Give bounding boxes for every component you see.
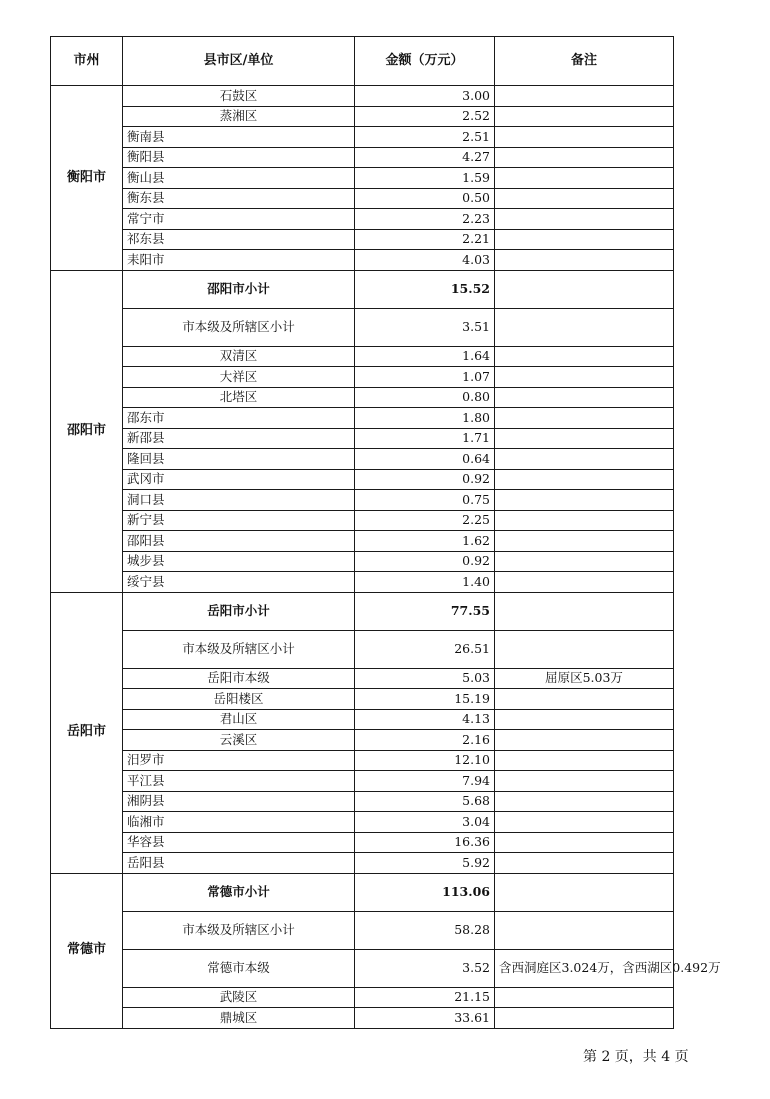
unit-cell: 市本级及所辖区小计 xyxy=(123,911,355,949)
amount-cell: 21.15 xyxy=(355,987,495,1008)
table-row xyxy=(51,730,674,751)
table-row xyxy=(51,490,674,511)
amount-cell: 3.51 xyxy=(355,308,495,346)
note-cell xyxy=(495,147,674,168)
table-row xyxy=(51,346,674,367)
table-row xyxy=(51,689,674,710)
amount-cell: 4.03 xyxy=(355,250,495,271)
unit-cell: 鼎城区 xyxy=(123,1008,355,1029)
note-cell xyxy=(495,592,674,630)
table-row xyxy=(51,229,674,250)
subtotal-amount: 77.55 xyxy=(355,592,495,630)
header-unit: 县市区/单位 xyxy=(123,37,355,86)
note-cell xyxy=(495,106,674,127)
unit-cell: 华容县 xyxy=(123,832,355,853)
table-row xyxy=(51,949,674,987)
city-cell: 岳阳市 xyxy=(51,592,123,873)
note-cell xyxy=(495,1008,674,1029)
note-cell xyxy=(495,346,674,367)
table-row xyxy=(51,551,674,572)
table-row xyxy=(51,408,674,429)
table-row xyxy=(51,127,674,148)
table-row xyxy=(51,387,674,408)
table-row xyxy=(51,592,674,630)
amount-cell: 4.27 xyxy=(355,147,495,168)
subtotal-label: 岳阳市小计 xyxy=(123,592,355,630)
unit-cell: 云溪区 xyxy=(123,730,355,751)
table-row xyxy=(51,86,674,107)
table-row xyxy=(51,987,674,1008)
note-cell xyxy=(495,510,674,531)
amount-cell: 0.50 xyxy=(355,188,495,209)
unit-cell: 双清区 xyxy=(123,346,355,367)
amount-cell: 3.00 xyxy=(355,86,495,107)
table-row xyxy=(51,147,674,168)
amount-cell: 1.80 xyxy=(355,408,495,429)
city-cell: 衡阳市 xyxy=(51,86,123,271)
table-row xyxy=(51,911,674,949)
note-cell xyxy=(495,873,674,911)
subtotal-label: 常德市小计 xyxy=(123,873,355,911)
note-cell xyxy=(495,812,674,833)
subtotal-amount: 113.06 xyxy=(355,873,495,911)
unit-cell: 市本级及所辖区小计 xyxy=(123,630,355,668)
amount-cell: 5.03 xyxy=(355,668,495,689)
amount-cell: 1.40 xyxy=(355,572,495,593)
table-row xyxy=(51,367,674,388)
amount-cell: 26.51 xyxy=(355,630,495,668)
unit-cell: 北塔区 xyxy=(123,387,355,408)
note-cell xyxy=(495,367,674,388)
unit-cell: 石鼓区 xyxy=(123,86,355,107)
table-row xyxy=(51,209,674,230)
unit-cell: 武冈市 xyxy=(123,469,355,490)
unit-cell: 邵阳县 xyxy=(123,531,355,552)
amount-cell: 4.13 xyxy=(355,709,495,730)
amount-cell: 0.80 xyxy=(355,387,495,408)
unit-cell: 常德市本级 xyxy=(123,949,355,987)
unit-cell: 岳阳市本级 xyxy=(123,668,355,689)
table-row xyxy=(51,873,674,911)
table-row xyxy=(51,853,674,874)
header-amount: 金额（万元） xyxy=(355,37,495,86)
amount-cell: 3.52 xyxy=(355,949,495,987)
amount-cell: 2.52 xyxy=(355,106,495,127)
amount-cell: 0.92 xyxy=(355,551,495,572)
note-cell xyxy=(495,750,674,771)
unit-cell: 衡南县 xyxy=(123,127,355,148)
table-body xyxy=(51,86,721,1029)
table-row xyxy=(51,106,674,127)
amount-cell: 0.64 xyxy=(355,449,495,470)
note-cell xyxy=(495,127,674,148)
unit-cell: 常宁市 xyxy=(123,209,355,230)
table-row xyxy=(51,709,674,730)
note-cell xyxy=(495,308,674,346)
table-row xyxy=(51,168,674,189)
note-cell xyxy=(495,188,674,209)
unit-cell: 新邵县 xyxy=(123,428,355,449)
table-row xyxy=(51,308,674,346)
note-cell xyxy=(495,428,674,449)
amount-cell: 1.64 xyxy=(355,346,495,367)
amount-cell: 5.92 xyxy=(355,853,495,874)
table-row xyxy=(51,812,674,833)
amount-cell: 7.94 xyxy=(355,771,495,792)
unit-cell: 君山区 xyxy=(123,709,355,730)
unit-cell: 湘阴县 xyxy=(123,791,355,812)
amount-cell: 12.10 xyxy=(355,750,495,771)
unit-cell: 祁东县 xyxy=(123,229,355,250)
note-cell xyxy=(495,469,674,490)
table-row xyxy=(51,750,674,771)
allocation-table xyxy=(50,36,721,1029)
note-cell xyxy=(495,630,674,668)
unit-cell: 衡东县 xyxy=(123,188,355,209)
note-cell xyxy=(495,709,674,730)
note-cell xyxy=(495,791,674,812)
note-cell xyxy=(495,408,674,429)
note-cell xyxy=(495,730,674,751)
table-row xyxy=(51,630,674,668)
amount-cell: 2.23 xyxy=(355,209,495,230)
city-cell: 常德市 xyxy=(51,873,123,1028)
page-number: 第 2 页，共 4 页 xyxy=(583,1049,689,1065)
note-cell xyxy=(495,168,674,189)
table-row xyxy=(51,791,674,812)
note-cell xyxy=(495,531,674,552)
unit-cell: 蒸湘区 xyxy=(123,106,355,127)
table-row xyxy=(51,510,674,531)
note-cell xyxy=(495,209,674,230)
note-cell xyxy=(495,771,674,792)
table-row xyxy=(51,531,674,552)
amount-cell: 33.61 xyxy=(355,1008,495,1029)
unit-cell: 衡山县 xyxy=(123,168,355,189)
note-cell xyxy=(495,86,674,107)
note-cell xyxy=(495,911,674,949)
unit-cell: 隆回县 xyxy=(123,449,355,470)
unit-cell: 武陵区 xyxy=(123,987,355,1008)
amount-cell: 16.36 xyxy=(355,832,495,853)
header-note: 备注 xyxy=(495,37,674,86)
table-row xyxy=(51,449,674,470)
table-row xyxy=(51,668,674,689)
note-cell xyxy=(495,270,674,308)
note-cell xyxy=(495,987,674,1008)
note-cell xyxy=(495,490,674,511)
amount-cell: 58.28 xyxy=(355,911,495,949)
unit-cell: 临湘市 xyxy=(123,812,355,833)
amount-cell: 2.51 xyxy=(355,127,495,148)
unit-cell: 平江县 xyxy=(123,771,355,792)
amount-cell: 5.68 xyxy=(355,791,495,812)
note-cell xyxy=(495,250,674,271)
table-row xyxy=(51,1008,674,1029)
city-cell: 邵阳市 xyxy=(51,270,123,592)
amount-cell: 0.92 xyxy=(355,469,495,490)
unit-cell: 衡阳县 xyxy=(123,147,355,168)
note-cell xyxy=(495,551,674,572)
amount-cell: 15.19 xyxy=(355,689,495,710)
unit-cell: 洞口县 xyxy=(123,490,355,511)
amount-cell: 2.25 xyxy=(355,510,495,531)
note-cell xyxy=(495,449,674,470)
note-cell xyxy=(495,229,674,250)
amount-cell: 1.62 xyxy=(355,531,495,552)
unit-cell: 岳阳楼区 xyxy=(123,689,355,710)
header-city: 市州 xyxy=(51,37,123,86)
unit-cell: 耒阳市 xyxy=(123,250,355,271)
subtotal-amount: 15.52 xyxy=(355,270,495,308)
unit-cell: 新宁县 xyxy=(123,510,355,531)
table-row xyxy=(51,572,674,593)
note-cell: 屈原区5.03万 xyxy=(495,668,674,689)
unit-cell: 大祥区 xyxy=(123,367,355,388)
note-cell xyxy=(495,572,674,593)
table-row xyxy=(51,832,674,853)
note-cell xyxy=(495,689,674,710)
amount-cell: 3.04 xyxy=(355,812,495,833)
table-row xyxy=(51,428,674,449)
unit-cell: 岳阳县 xyxy=(123,853,355,874)
table-row xyxy=(51,188,674,209)
note-cell: 含西洞庭区3.024万，含西湖区0.492万 xyxy=(495,949,674,987)
table-row xyxy=(51,250,674,271)
table-row xyxy=(51,771,674,792)
note-cell xyxy=(495,387,674,408)
amount-cell: 1.07 xyxy=(355,367,495,388)
amount-cell: 1.71 xyxy=(355,428,495,449)
amount-cell: 2.21 xyxy=(355,229,495,250)
unit-cell: 市本级及所辖区小计 xyxy=(123,308,355,346)
unit-cell: 城步县 xyxy=(123,551,355,572)
table-row xyxy=(51,469,674,490)
unit-cell: 汨罗市 xyxy=(123,750,355,771)
unit-cell: 邵东市 xyxy=(123,408,355,429)
subtotal-label: 邵阳市小计 xyxy=(123,270,355,308)
note-cell xyxy=(495,832,674,853)
unit-cell: 绥宁县 xyxy=(123,572,355,593)
amount-cell: 1.59 xyxy=(355,168,495,189)
amount-cell: 0.75 xyxy=(355,490,495,511)
table-row xyxy=(51,270,674,308)
amount-cell: 2.16 xyxy=(355,730,495,751)
note-cell xyxy=(495,853,674,874)
